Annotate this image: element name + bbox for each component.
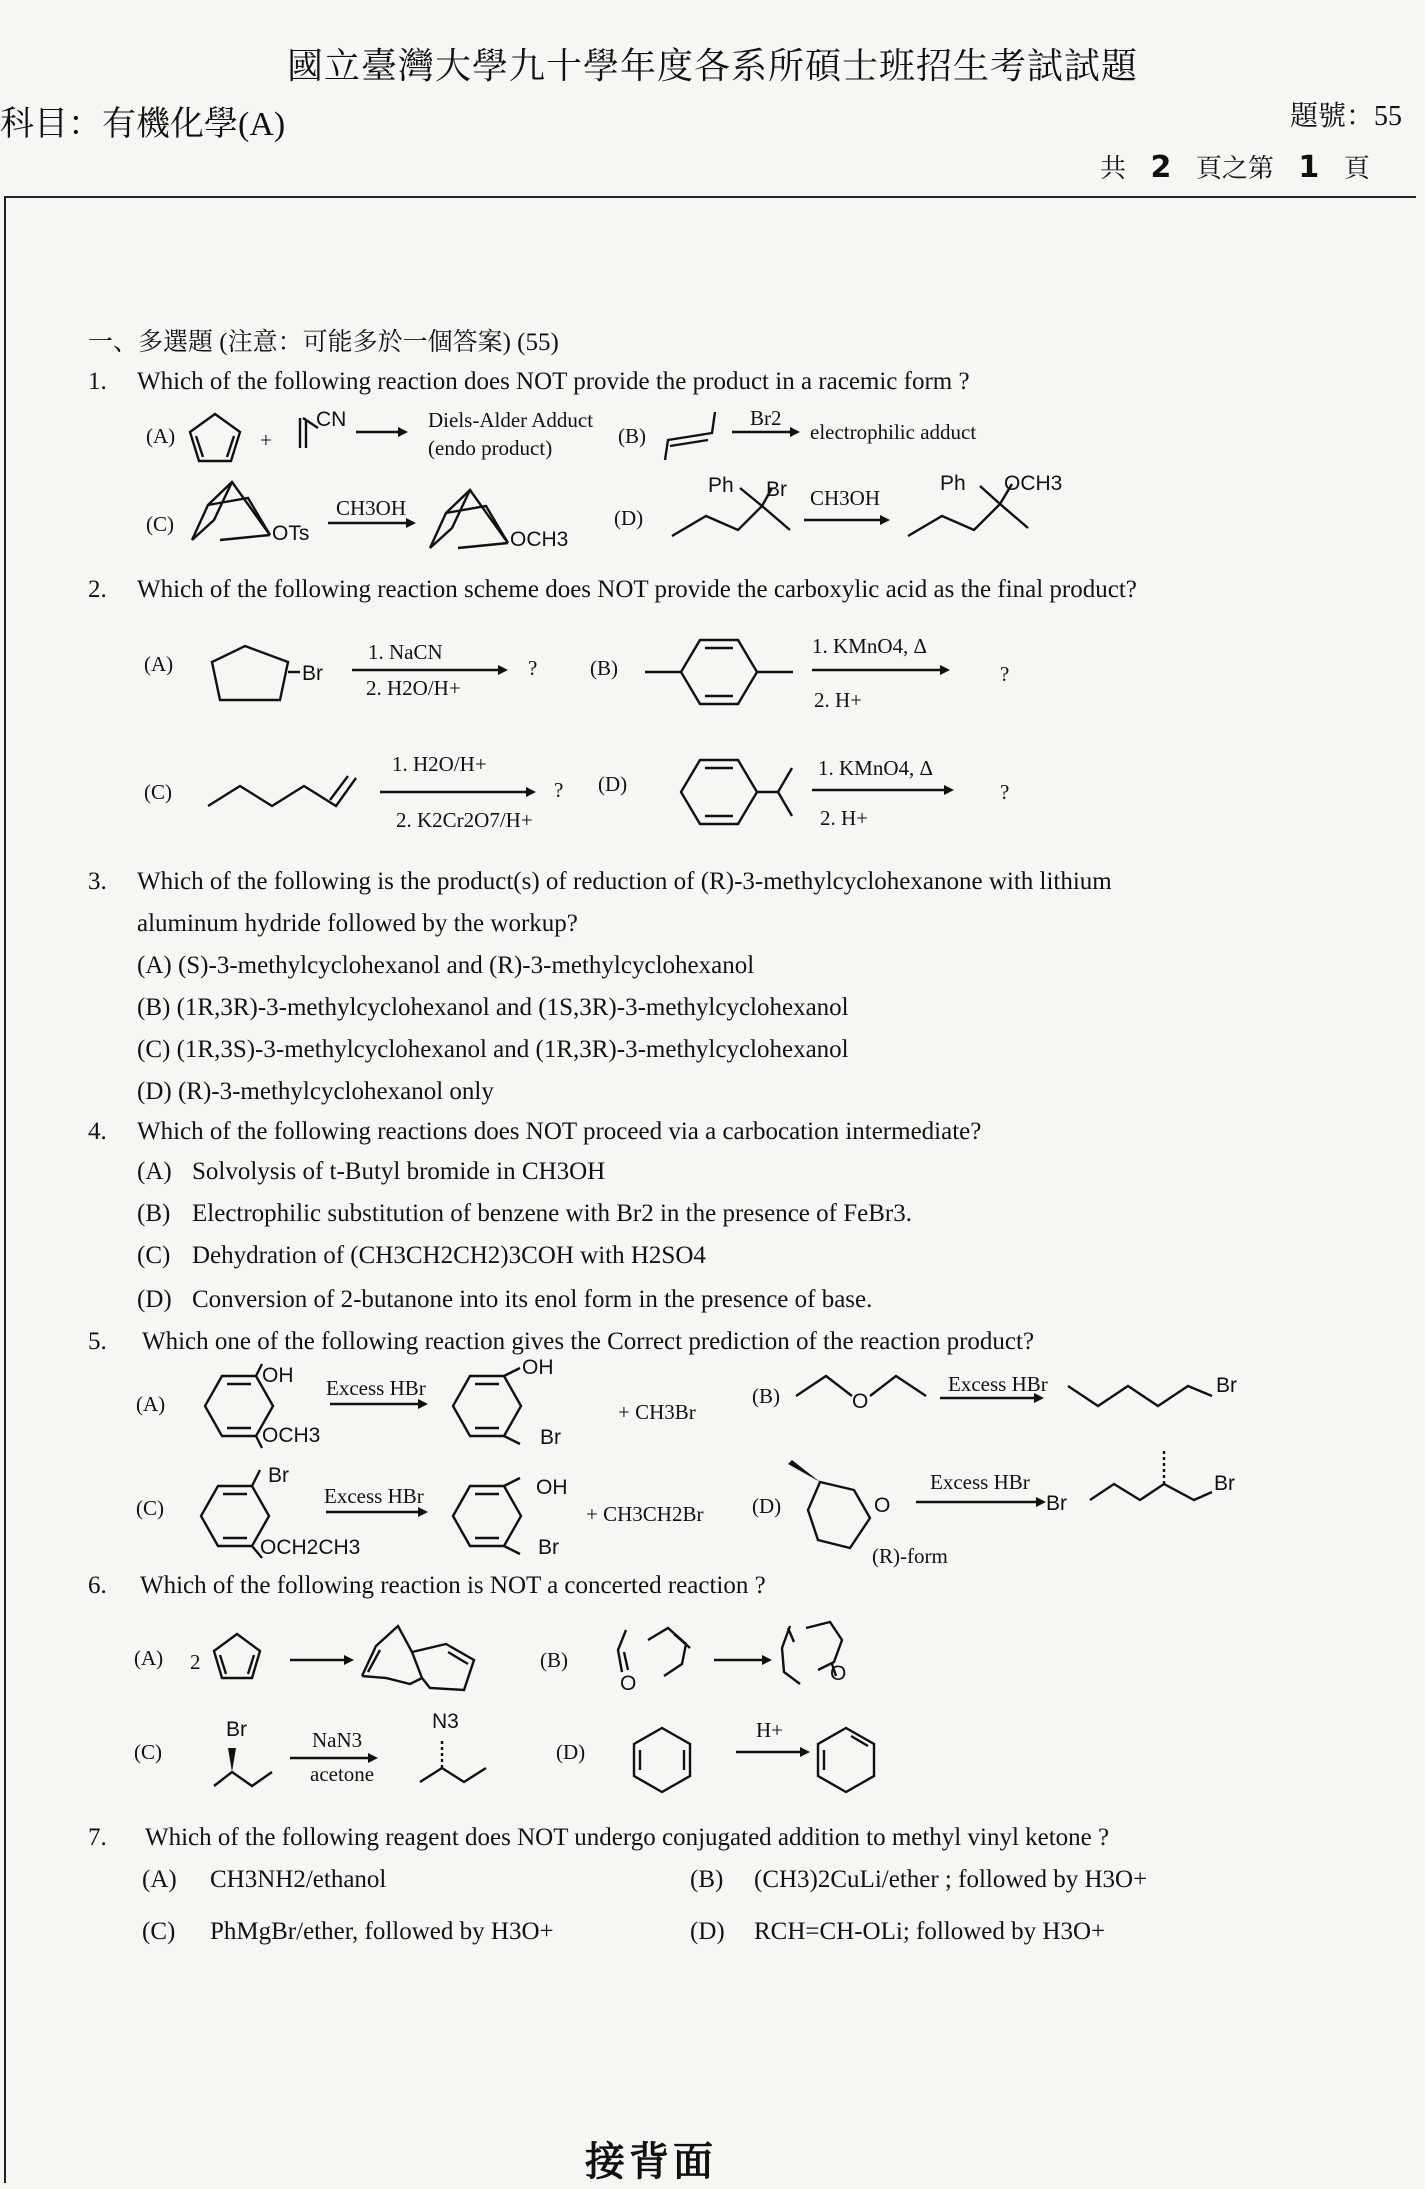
q1-a-plus: + xyxy=(260,428,272,452)
q3-option-a: (A) (S)-3-methylcyclohexanol and (R)-3-methylcyclohexanol xyxy=(137,952,755,979)
q2-a-q: ? xyxy=(528,656,538,680)
q6-c-reagent: NaN3 xyxy=(312,1728,363,1752)
q7-option-b: (CH3)2CuLi/ether ; followed by H3O+ xyxy=(754,1866,1148,1893)
q6-b-o2: O xyxy=(830,1662,847,1685)
q2-a-step2: 2. H2O/H+ xyxy=(366,676,461,700)
q5-d-reagent: Excess HBr xyxy=(930,1470,1030,1494)
q2-a-step1: 1. NaCN xyxy=(368,640,443,664)
q5-c-reagent: Excess HBr xyxy=(324,1484,424,1508)
q4-number: 4. xyxy=(88,1118,107,1145)
q5-c-plus: + CH3CH2Br xyxy=(586,1502,704,1526)
page-current: 1 xyxy=(1298,150,1320,185)
q6-c-label: (C) xyxy=(134,1740,162,1764)
q5-a-oh: OH xyxy=(262,1364,294,1387)
q1-a-product2: (endo product) xyxy=(428,436,553,460)
q4-option-d: Conversion of 2-butanone into its enol form in the presence of base. xyxy=(192,1286,873,1313)
q7-b-label: (B) xyxy=(690,1866,724,1893)
q5-a-plus: + CH3Br xyxy=(618,1400,696,1424)
q3-option-d: (D) (R)-3-methylcyclohexanol only xyxy=(137,1078,494,1105)
q5-number: 5. xyxy=(88,1328,107,1355)
q1-b-product: electrophilic adduct xyxy=(810,420,977,444)
q6-number: 6. xyxy=(88,1572,107,1599)
q4-option-b: Electrophilic substitution of benzene with Br2 in the presence of FeBr3. xyxy=(192,1200,912,1227)
exam-title: 國立臺灣大學九十學年度各系所碩士班招生考試試題 xyxy=(286,46,1138,86)
q5-b-o: O xyxy=(852,1390,869,1413)
q7-option-a: CH3NH2/ethanol xyxy=(210,1866,387,1893)
q2-c-label: (C) xyxy=(144,780,172,804)
q6-c-n3: N3 xyxy=(432,1710,459,1733)
q5-c-oh: OH xyxy=(536,1476,568,1499)
q6-b-label: (B) xyxy=(540,1648,568,1672)
q5-d-form: (R)-form xyxy=(872,1544,948,1568)
page-mid: 頁之第 xyxy=(1195,154,1274,183)
q2-a-label: (A) xyxy=(144,652,174,676)
q7-option-d: RCH=CH-OLi; followed by H3O+ xyxy=(754,1918,1106,1945)
q1-a-product1: Diels-Alder Adduct xyxy=(428,408,594,432)
q5-a-och3: OCH3 xyxy=(262,1424,321,1447)
q5-b-br: Br xyxy=(1216,1374,1237,1397)
page-suffix: 頁 xyxy=(1343,154,1370,183)
q6-d-reagent: H+ xyxy=(756,1718,784,1742)
q1-b-reagent: Br2 xyxy=(750,406,782,430)
q7-option-c: PhMgBr/ether, followed by H3O+ xyxy=(210,1918,554,1945)
q1-a-cn: CN xyxy=(316,408,347,431)
q4-b-label: (B) xyxy=(137,1200,171,1227)
q2-c-q: ? xyxy=(554,778,564,802)
q1-d-br: Br xyxy=(766,478,787,501)
q5-c-och2ch3: OCH2CH3 xyxy=(260,1536,361,1559)
q4-d-label: (D) xyxy=(137,1286,172,1313)
q5-c-br2: Br xyxy=(538,1536,559,1559)
q1-c-och3: OCH3 xyxy=(510,528,569,551)
q6-b-o1: O xyxy=(620,1672,637,1695)
page-prefix: 共 xyxy=(1100,154,1127,183)
question-number: 題號：55 xyxy=(1290,101,1403,132)
q4-option-c: Dehydration of (CH3CH2CH2)3COH with H2SO4 xyxy=(192,1242,706,1269)
q6-a-coef: 2 xyxy=(190,1650,201,1674)
q2-number: 2. xyxy=(88,576,107,603)
q4-a-label: (A) xyxy=(137,1158,172,1185)
q3-text-1: Which of the following is the product(s) of reduction of (R)-3-methylcyclohexanone with lithium xyxy=(137,868,1112,895)
q4-text: Which of the following reactions does NOT proceed via a carbocation intermediate? xyxy=(137,1118,982,1145)
q5-c-br: Br xyxy=(268,1464,289,1487)
q2-b-q: ? xyxy=(1000,662,1010,686)
q1-c-ots: OTs xyxy=(272,522,310,545)
q5-d-br1: Br xyxy=(1046,1492,1067,1515)
q4-option-a: Solvolysis of t-Butyl bromide in CH3OH xyxy=(192,1158,606,1185)
q3-option-b: (B) (1R,3R)-3-methylcyclohexanol and (1S,3R)-3-methylcyclohexanol xyxy=(137,994,849,1021)
q7-c-label: (C) xyxy=(142,1918,176,1945)
q5-a-oh2: OH xyxy=(522,1356,554,1379)
q5-d-label: (D) xyxy=(752,1494,782,1518)
q1-c-label: (C) xyxy=(146,512,174,536)
q5-b-label: (B) xyxy=(752,1384,780,1408)
q5-d-br2: Br xyxy=(1214,1472,1235,1495)
q2-d-q: ? xyxy=(1000,780,1010,804)
q1-a-label: (A) xyxy=(146,424,176,448)
q2-c-step2: 2. K2Cr2O7/H+ xyxy=(396,808,533,832)
q5-d-o: O xyxy=(874,1494,891,1517)
q5-c-label: (C) xyxy=(136,1496,164,1520)
q2-text: Which of the following reaction scheme does NOT provide the carboxylic acid as the final product? xyxy=(137,576,1137,603)
section-heading: 一、多選題 (注意：可能多於一個答案) (55) xyxy=(88,329,559,356)
continue-on-back: 接背面 xyxy=(585,2139,717,2184)
q3-option-c: (C) (1R,3S)-3-methylcyclohexanol and (1R,3R)-3-methylcyclohexanol xyxy=(137,1036,849,1063)
q1-d-ph2: Ph xyxy=(940,472,966,495)
q2-b-step2: 2. H+ xyxy=(814,688,863,712)
q1-d-reagent: CH3OH xyxy=(810,486,881,510)
q6-text: Which of the following reaction is NOT a concerted reaction ? xyxy=(140,1572,766,1599)
page-total: 2 xyxy=(1150,150,1172,185)
q5-a-br: Br xyxy=(540,1426,561,1449)
q4-c-label: (C) xyxy=(137,1242,171,1269)
q2-d-label: (D) xyxy=(598,772,628,796)
q1-text: Which of the following reaction does NOT provide the product in a racemic form ? xyxy=(137,368,970,395)
q1-b-label: (B) xyxy=(618,424,646,448)
q6-c-solvent: acetone xyxy=(310,1762,375,1786)
q7-number: 7. xyxy=(88,1824,107,1851)
q1-d-ph: Ph xyxy=(708,474,734,497)
q5-a-label: (A) xyxy=(136,1392,166,1416)
q1-d-och3: OCH3 xyxy=(1004,472,1063,495)
q1-d-label: (D) xyxy=(614,506,644,530)
q5-a-reagent: Excess HBr xyxy=(326,1376,426,1400)
q6-c-br: Br xyxy=(226,1718,247,1741)
q7-a-label: (A) xyxy=(142,1866,177,1893)
q7-d-label: (D) xyxy=(690,1918,725,1945)
q6-d-label: (D) xyxy=(556,1740,586,1764)
q2-d-step2: 2. H+ xyxy=(820,806,869,830)
q1-number: 1. xyxy=(88,368,107,395)
q2-b-label: (B) xyxy=(590,656,618,680)
q3-text-2: aluminum hydride followed by the workup? xyxy=(137,910,578,937)
q6-a-label: (A) xyxy=(134,1646,164,1670)
q5-b-reagent: Excess HBr xyxy=(948,1372,1048,1396)
q5-text: Which one of the following reaction gives the Correct prediction of the reaction product? xyxy=(142,1328,1035,1355)
q2-b-step1: 1. KMnO4, Δ xyxy=(812,634,928,658)
q7-text: Which of the following reagent does NOT undergo conjugated addition to methyl vinyl ketone ? xyxy=(145,1824,1110,1851)
q2-d-step1: 1. KMnO4, Δ xyxy=(818,756,934,780)
q3-number: 3. xyxy=(88,868,107,895)
q1-c-reagent: CH3OH xyxy=(336,496,407,520)
subject-label: 科目：有機化學(A) xyxy=(0,106,286,143)
q2-a-br: Br xyxy=(302,662,323,685)
q2-c-step1: 1. H2O/H+ xyxy=(392,752,487,776)
